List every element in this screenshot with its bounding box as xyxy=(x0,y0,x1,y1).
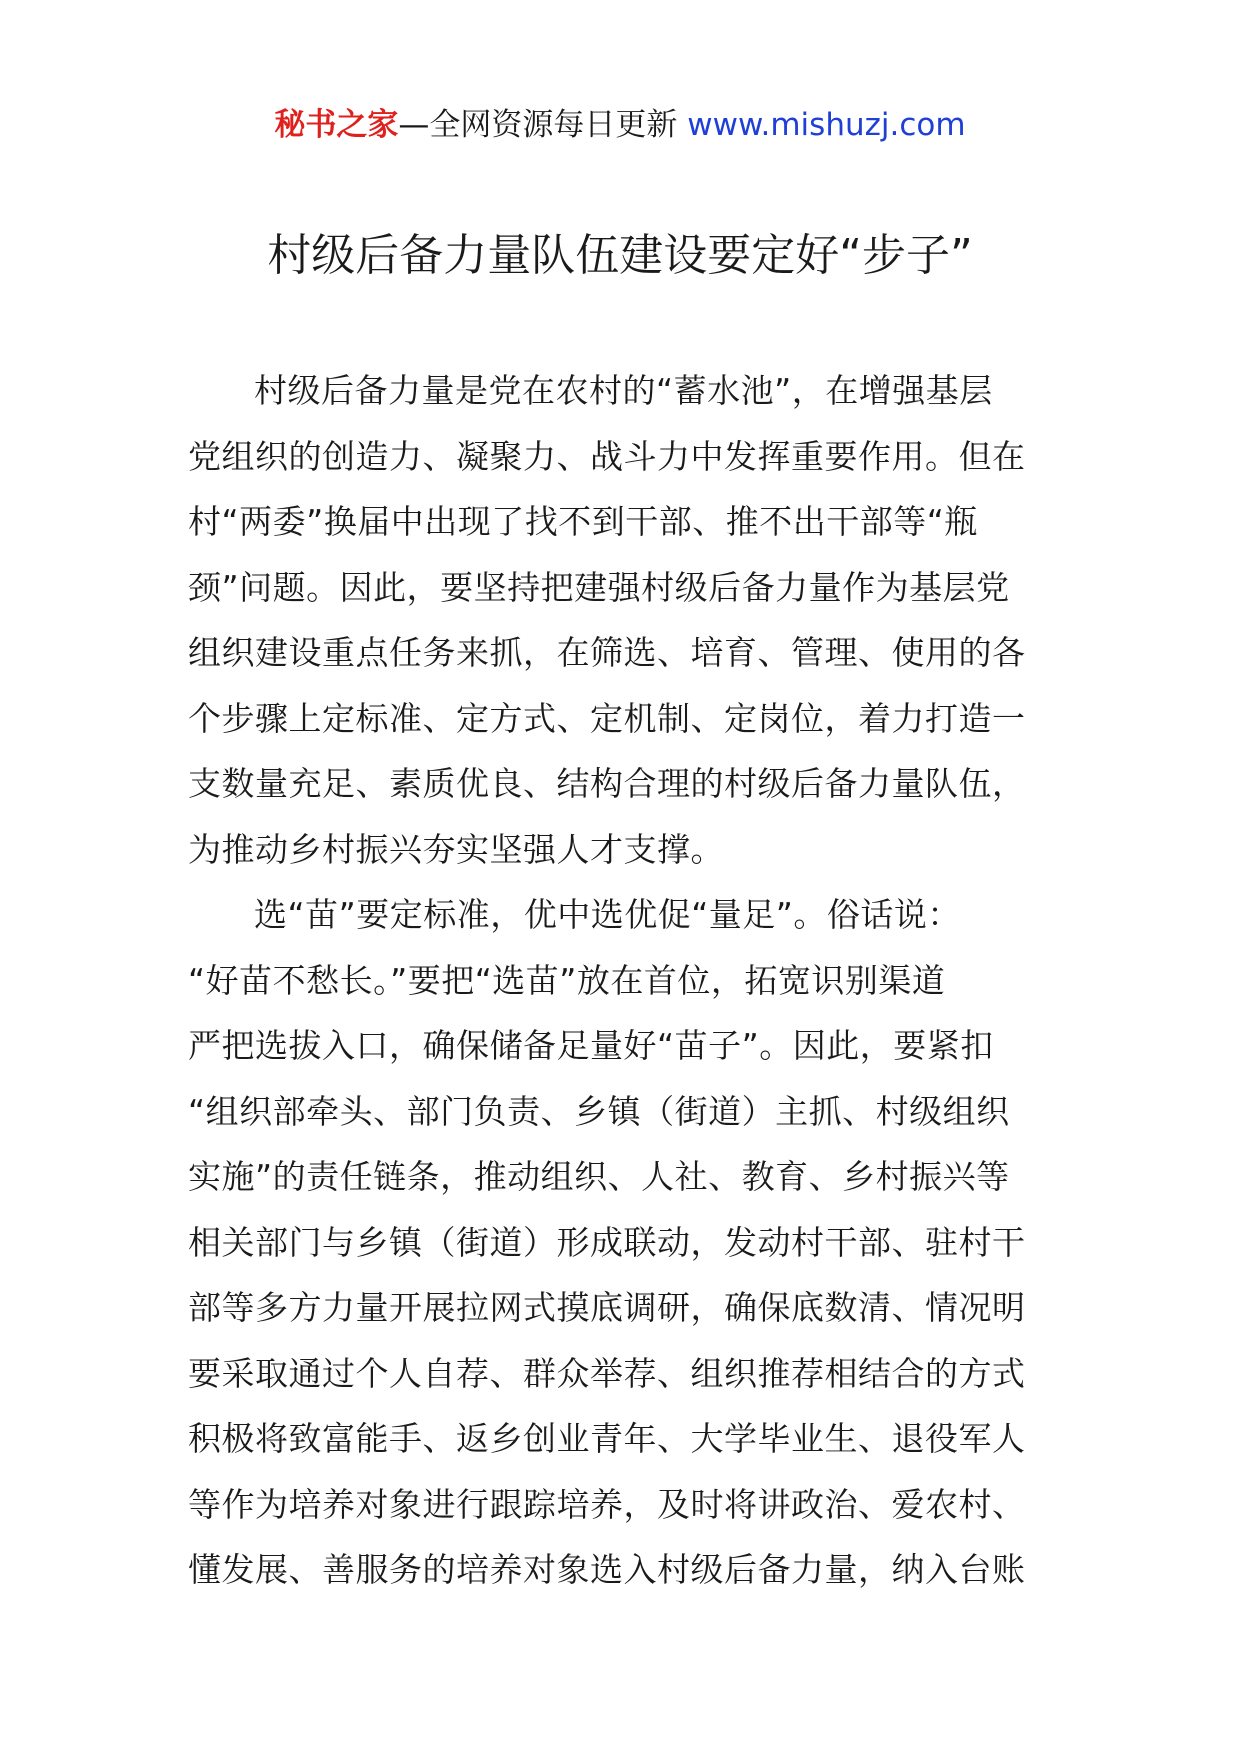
paragraph-line: “好苗不愁长。”要把“选苗”放在首位，拓宽识别渠道 xyxy=(188,960,946,1000)
paragraph-line: 选“苗”要定标准，优中选优促“量足”。俗话说： xyxy=(254,895,961,934)
site-header xyxy=(0,100,1240,150)
paragraph-line: 村“两委”换届中出现了找不到干部、推不出干部等“瓶 xyxy=(188,502,978,541)
site-url-link[interactable]: www.mishuzj.com xyxy=(687,107,966,143)
paragraph-line: 等作为培养对象进行跟踪培养，及时将讲政治、爱农村、 xyxy=(188,1484,1026,1524)
paragraph-line: 要采取通过个人自荐、群众举荐、组织推荐相结合的方式 xyxy=(188,1353,1026,1393)
paragraph-line: “组织部牵头、部门负责、乡镇（街道）主抓、村级组织 xyxy=(188,1091,1010,1131)
paragraph-line: 相关部门与乡镇（街道）形成联动，发动村干部、驻村干 xyxy=(188,1222,1026,1262)
paragraph-line: 积极将致富能手、返乡创业青年、大学毕业生、退役军人 xyxy=(188,1419,1026,1458)
paragraph-line: 颈”问题。因此，要坚持把建强村级后备力量作为基层党 xyxy=(188,567,1010,607)
site-slogan: —全网资源每日更新 xyxy=(398,107,678,143)
paragraph-line: 懂发展、善服务的培养对象选入村级后备力量，纳入台账 xyxy=(188,1550,1026,1589)
paragraph-1 xyxy=(188,358,1064,882)
paragraph-line: 部等多方力量开展拉网式摸底调研，确保底数清、情况明 xyxy=(188,1288,1026,1327)
paragraph-line: 支数量充足、素质优良、结构合理的村级后备力量队伍， xyxy=(188,764,1026,803)
paragraph-2 xyxy=(188,882,1064,1603)
paragraph-line: 党组织的创造力、凝聚力、战斗力中发挥重要作用。但在 xyxy=(188,436,1026,476)
article-body xyxy=(188,358,1064,1603)
article-title: 村级后备力量队伍建设要定好“步子” xyxy=(267,230,973,281)
site-brand: 秘书之家 xyxy=(274,107,399,143)
paragraph-line: 为推动乡村振兴夯实坚强人才支撑。 xyxy=(188,829,724,869)
paragraph-line: 实施”的责任链条，推动组织、人社、教育、乡村振兴等 xyxy=(188,1157,1010,1196)
paragraph-line: 村级后备力量是党在农村的“蓄水池”，在增强基层 xyxy=(254,371,993,410)
paragraph-line: 组织建设重点任务来抓，在筛选、培育、管理、使用的各 xyxy=(188,633,1026,672)
paragraph-line: 个步骤上定标准、定方式、定机制、定岗位，着力打造一 xyxy=(188,698,1026,738)
paragraph-line: 严把选拔入口，确保储备足量好“苗子”。因此，要紧扣 xyxy=(188,1026,994,1065)
